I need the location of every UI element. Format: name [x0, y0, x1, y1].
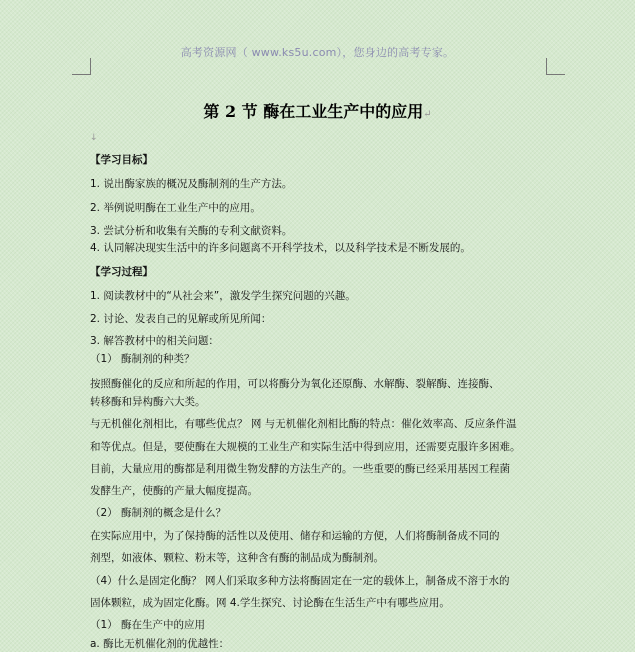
- heading-learning-goals: 【学习目标】: [90, 154, 153, 166]
- goal-item: 1. 说出酶家族的概况及酶制剂的生产方法。: [90, 178, 293, 190]
- question-line: （2） 酶制剂的概念是什么？: [90, 507, 227, 519]
- section-title: [0, 99, 635, 122]
- body-line: 与无机催化剂相比，有哪些优点？ 网 与无机催化剂相比酶的特点：催化效率高、反应条件温: [90, 418, 517, 430]
- empty-paragraph-mark: ↓: [90, 133, 98, 143]
- process-item: 3. 解答教材中的相关问题：: [90, 335, 219, 347]
- body-line: 在实际应用中，为了保持酶的活性以及使用、储存和运输的方便，人们将酶制备成不同的: [90, 530, 500, 542]
- crop-mark-right: [546, 58, 565, 75]
- body-line: 转移酶和异构酶六大类。: [90, 396, 206, 408]
- heading-learning-process: 【学习过程】: [90, 266, 153, 278]
- goal-item: 3. 尝试分析和收集有关酶的专利文献资料。: [90, 225, 293, 237]
- question-line: （1） 酶在生产中的应用: [90, 619, 206, 631]
- process-item: 1. 阅读教材中的“从社会来”，激发学生探究问题的兴趣。: [90, 290, 356, 302]
- process-item: 2. 讨论、发表自己的见解或所见所闻：: [90, 313, 272, 325]
- body-line: 目前，大量应用的酶都是利用微生物发酵的方法生产的。一些重要的酶已经采用基因工程菌: [90, 463, 510, 475]
- goal-item: 4. 认同解决现实生活中的许多问题离不开科学技术，以及科学技术是不断发展的。: [90, 242, 471, 254]
- question-line: （1） 酶制剂的种类？: [90, 353, 195, 365]
- body-line: （4）什么是固定化酶？ 网人们采取多种方法将酶固定在一定的载体上，制备成不溶于水的: [90, 575, 510, 587]
- body-line: a. 酶比无机催化剂的优越性：: [90, 638, 230, 650]
- body-line: 和等优点。但是，要使酶在大规模的工业生产和实际生活中得到应用，还需要克服许多困难。: [90, 441, 521, 453]
- body-line: 剂型，如液体、颗粒、粉末等，这种含有酶的制品成为酶制剂。: [90, 552, 384, 564]
- paragraph-mark: ↵: [423, 109, 432, 120]
- section-title-text: 第 2 节 酶在工业生产中的应用: [203, 102, 424, 121]
- body-line: 按照酶催化的反应和所起的作用，可以将酶分为氧化还原酶、水解酶、裂解酶、连接酶、: [90, 378, 500, 390]
- body-line: 固体颗粒，成为固定化酶。网 4.学生探究、讨论酶在生活生产中有哪些应用。: [90, 597, 450, 609]
- goal-item: 2. 举例说明酶在工业生产中的应用。: [90, 202, 261, 214]
- crop-mark-left: [72, 58, 91, 75]
- page-header: 高考资源网（ www.ks5u.com），您身边的高考专家。: [180, 46, 455, 59]
- body-line: 发酵生产，使酶的产量大幅度提高。: [90, 485, 258, 497]
